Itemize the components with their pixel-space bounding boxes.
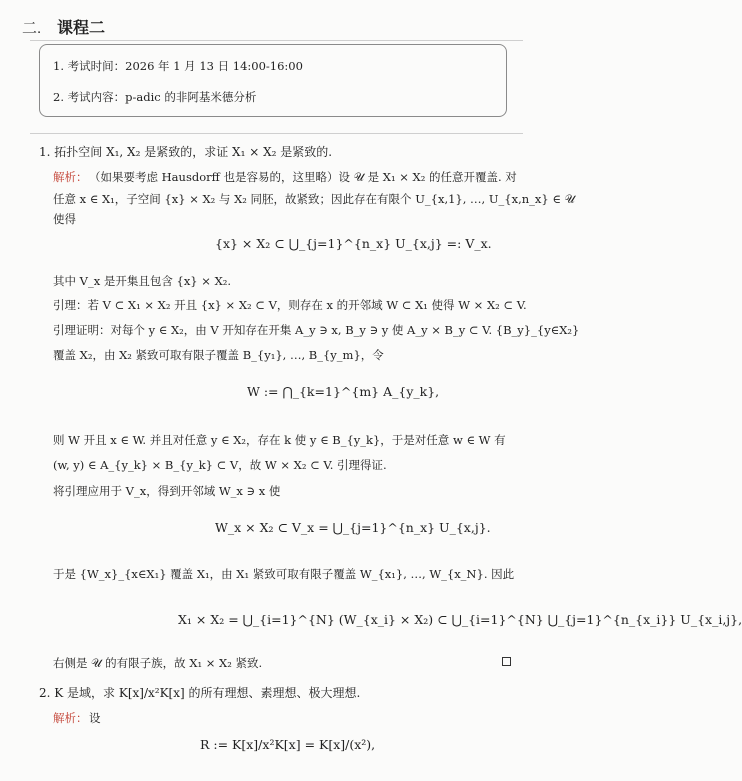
problem1-line-4: 其中 V_x 是开集且包含 {x} × X₂. (53, 274, 232, 288)
section-title: 课程二 (57, 20, 106, 37)
problem2-solution-label: 解析： (53, 711, 88, 725)
problem1-line-1: 任意 x ∈ X₁，子空间 {x} × X₂ 与 X₂ 同胚，故紧致；因此存在有限个 U_{x,1}, …, U_{x,n_x} ∈ 𝒰 (53, 192, 575, 206)
box-divider (30, 133, 523, 134)
problem2-line-0: 设 (89, 711, 101, 725)
lemma-proof-line-4: (w, y) ∈ A_{y_k} × B_{y_k} ⊂ V，故 W × X₂ ⊂ V. 引理得证. (53, 458, 387, 472)
qed-square (502, 657, 511, 666)
cover-line: 于是 {W_x}_{x∈X₁} 覆盖 X₁，由 X₁ 紧致可取有限子覆盖 W_{x₁}, …, W_{x_N}. 因此 (53, 567, 515, 581)
section-divider (30, 40, 523, 41)
formula-w: W := ⋂_{k=1}^{m} A_{y_k}, (247, 384, 440, 399)
lemma-statement: 引理：若 V ⊂ X₁ × X₂ 开且 {x} × X₂ ⊂ V，则存在 x 的开邻域 W ⊂ X₁ 使得 W × X₂ ⊂ V. (53, 298, 527, 312)
formula-wx: W_x × X₂ ⊂ V_x = ⋃_{j=1}^{n_x} U_{x,j}. (215, 520, 491, 535)
problem1-line-2: 使得 (53, 212, 76, 226)
conclusion-line: 右侧是 𝒰 的有限子族，故 X₁ × X₂ 紧致. (53, 656, 263, 670)
exam-time: 1. 考试时间：2026 年 1 月 13 日 14:00-16:00 (53, 59, 303, 73)
formula-vx: {x} × X₂ ⊂ ⋃_{j=1}^{n_x} U_{x,j} =: V_x. (215, 236, 492, 251)
formula-product: X₁ × X₂ = ⋃_{i=1}^{N} (W_{x_i} × X₂) ⊂ ⋃_{i=1}^{N} ⋃_{j=1}^{n_{x_i}} U_{x_i,j}, (178, 612, 742, 627)
apply-lemma-line: 将引理应用于 V_x，得到开邻域 W_x ∋ x 使 (53, 484, 281, 498)
problem2-statement: 2. K 是域，求 K[x]/x²K[x] 的所有理想、素理想、极大理想. (39, 686, 361, 700)
lemma-proof-line-3: 则 W 开且 x ∈ W. 并且对任意 y ∈ X₂，存在 k 使 y ∈ B_{y_k}，于是对任意 w ∈ W 有 (53, 433, 506, 447)
lemma-proof-line-2: 覆盖 X₂，由 X₂ 紧致可取有限子覆盖 B_{y₁}, …, B_{y_m}，令 (53, 348, 384, 362)
lemma-proof-line-1: 引理证明：对每个 y ∈ X₂，由 V 开知存在开集 A_y ∋ x, B_y ∋ y 使 A_y × B_y ⊂ V. {B_y}_{y∈X₂} (53, 323, 580, 337)
formula-r: R := K[x]/x²K[x] = K[x]/(x²), (200, 737, 376, 752)
section-number: 二. (22, 20, 42, 37)
problem1-line-0: （如果要考虑 Hausdorff 也是容易的，这里略）设 𝒰 是 X₁ × X₂ 的任意开覆盖. 对 (89, 170, 517, 184)
problem1-statement: 1. 拓扑空间 X₁, X₂ 是紧致的，求证 X₁ × X₂ 是紧致的. (39, 145, 333, 159)
exam-content: 2. 考试内容：p-adic 的非阿基米德分析 (53, 90, 257, 104)
problem1-solution-label: 解析： (53, 170, 88, 184)
exam-info-box (39, 44, 507, 117)
